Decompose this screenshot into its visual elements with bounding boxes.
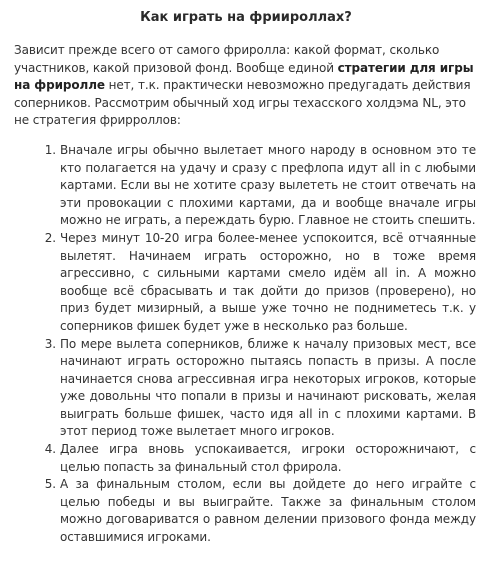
list-item: Вначале игры обычно вылетает много народу в основном это те кто полагается на удачу и сразу с префлопа идут all in с любыми картами. Если вы не хотите сразу вылететь не стоит отвечать на эти провокации с плохими картами, да и вообще вначале игры можно не играть, а переждать бурю. Главное не стоить спешить. <box>60 142 476 228</box>
intro-text-end: нет, т.к. практически невозможно предугадать действия соперников. Рассмотрим обычный ход игры техасского холдэма NL, это не стратегия фрирроллов: <box>14 78 471 128</box>
list-item: Через минут 10-20 игра более-менее успокоится, всё отчаянные вылетят. Начинаем играть осторожно, но в тоже время агрессивно, с сильными картами смело идём all in. А можно вообще всё сбрасывать и так дойти до призов (проверено), но приз будет мизирный, а выше уже точно не подниметесь т.к. у соперников фишек будет уже в несколько раз больше. <box>60 230 476 333</box>
intro-text-start: Зависит прежде всего от самого фриролла: какой формат, сколько участников, какой призовой фонд. Вообще единой <box>14 43 440 75</box>
intro-paragraph <box>14 42 478 130</box>
list-item: А за финальным столом, если вы дойдете до него играйте с целью победы и вы выиграйте. Также за финальным столом можно договариватся о равном делении призового фонда между оставшимися игроками. <box>60 477 476 545</box>
steps-list <box>14 142 478 547</box>
list-item: Далее игра вновь успокаивается, игроки осторожничают, с целью попасть за финальный стол фрирола. <box>60 442 476 474</box>
intro-strategy-link[interactable]: стратегии для игры на фриролле <box>14 60 474 93</box>
list-item: По мере вылета соперников, ближе к началу призовых мест, все начинают играть осторожно пытаясь попасть в призы. А после начинается снова агрессивная игра некоторых игроков, которые уже довольны что попали в призы и начинают рисковать, желая выиграть больше фишек, часто идя all in с плохими картами. В этот период тоже вылетает много игроков. <box>60 336 476 439</box>
article-title: Как играть на фриироллах? <box>140 10 352 25</box>
